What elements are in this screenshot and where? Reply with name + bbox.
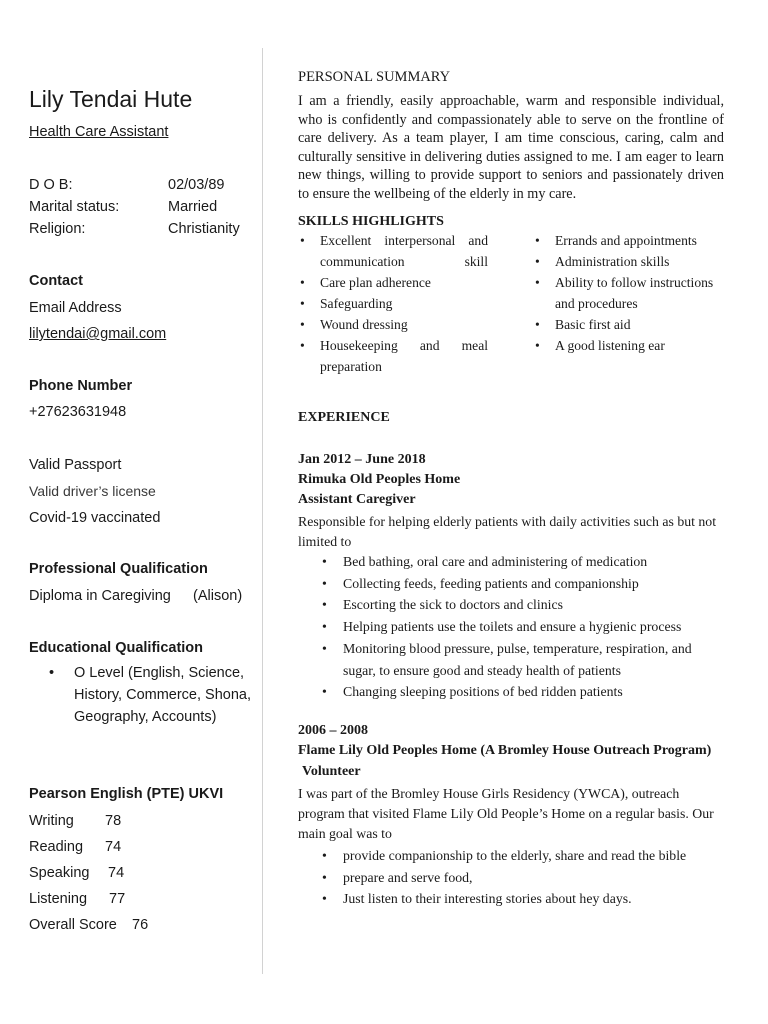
bullet-icon: • (535, 275, 540, 290)
skill-text: Care plan adherence (320, 275, 431, 290)
column-divider (262, 48, 263, 974)
dob-value: 02/03/89 (168, 177, 225, 193)
score-label: Reading (29, 839, 84, 855)
document-drivers-license: Valid driver’s license (29, 483, 156, 499)
skill-text: Errands and appointments (555, 233, 697, 248)
marital-status-value: Married (168, 199, 218, 215)
list-item (298, 616, 724, 638)
bullet-icon: • (300, 233, 305, 248)
summary-text: I am a friendly, easily approachable, warm and responsible individual, who is confidently and compassionately able to serve on the frontline of care delivery. As a team player, I am time conscious, caring, calm and culturally sensitive in delivering duties assigned to me. I am eager to learn new things, willing to provide support to seniors and passionately driven to ensure the wellbeing of the elderly in my care. (298, 93, 724, 202)
marital-status-label: Marital status: (29, 199, 120, 215)
professional-qualification-item: Diploma in Caregiving (29, 588, 171, 604)
list-item (533, 230, 725, 251)
document-covid-vaccination: Covid-19 vaccinated (29, 510, 161, 526)
score-value: 74 (105, 839, 122, 855)
job-1-employer: Rimuka Old Peoples Home (298, 472, 461, 487)
job-1-description: Responsible for helping elderly patients with daily activities such as but not limited to (298, 514, 717, 549)
phone-heading: Phone Number (29, 378, 133, 394)
religion-value: Christianity (168, 221, 240, 237)
score-label: Writing (29, 813, 74, 829)
score-label: Listening (29, 891, 88, 907)
duty-text: Escorting the sick to doctors and clinics (343, 597, 563, 613)
bullet-icon: • (49, 665, 55, 681)
professional-qualification-heading: Professional Qualification (29, 561, 208, 577)
skill-text: Ability to follow instructions and procedures (555, 275, 714, 311)
bullet-icon: • (300, 296, 305, 311)
list-item (298, 594, 724, 616)
list-item (533, 251, 725, 272)
score-row-listening (29, 891, 126, 907)
score-label: Overall Score (29, 917, 117, 933)
bullet-icon: • (535, 233, 540, 248)
list-item (533, 314, 725, 335)
bullet-icon: • (300, 338, 305, 353)
bullet-icon: • (322, 640, 327, 656)
skill-text: Administration skills (555, 254, 670, 269)
job-2-description: I was part of the Bromley House Girls Residency (YWCA), outreach program that visited Flame Lily Old People’s Home on a regular basis. Our main goal was to (298, 786, 714, 841)
score-value: 76 (132, 917, 149, 933)
list-item (298, 230, 488, 272)
duty-text: prepare and serve food, (343, 869, 473, 885)
pte-heading: Pearson English (PTE) UKVI (29, 786, 224, 802)
summary-heading: PERSONAL SUMMARY (298, 69, 451, 85)
list-item (298, 638, 724, 681)
bullet-icon: • (322, 554, 327, 569)
bullet-icon: • (322, 575, 327, 591)
skill-text: Excellent interpersonal and communication skill (320, 233, 488, 269)
bullet-icon: • (322, 597, 327, 613)
bullet-icon: • (535, 317, 540, 332)
score-row-reading (29, 839, 122, 855)
list-item (298, 888, 724, 910)
professional-qualification-provider: (Alison) (193, 588, 243, 604)
duty-text: Changing sleeping positions of bed ridden patients (343, 684, 623, 700)
list-item (298, 293, 488, 314)
education-item-text: O Level (English, Science, History, Commerce, Shona, Geography, Accounts) (74, 665, 252, 725)
email-label: Email Address (29, 300, 122, 316)
skill-text: Safeguarding (320, 296, 393, 311)
duty-text: Helping patients use the toilets and ensure a hygienic process (343, 619, 682, 635)
job-1-period: Jan 2012 – June 2018 (298, 452, 426, 467)
job-title: Health Care Assistant (29, 124, 169, 140)
job-1-role: Assistant Caregiver (298, 492, 416, 507)
document-passport: Valid Passport (29, 457, 122, 473)
job-1-duties (298, 551, 724, 703)
skills-list-right (533, 230, 725, 356)
job-2-duties (298, 845, 724, 910)
list-item (298, 681, 724, 703)
religion-label: Religion: (29, 221, 86, 237)
list-item (298, 314, 488, 335)
score-value: 78 (105, 813, 122, 829)
list-item (533, 272, 725, 314)
candidate-name: Lily Tendai Hute (29, 86, 193, 112)
bullet-icon: • (322, 619, 327, 635)
list-item (298, 551, 724, 573)
phone-number: +27623631948 (29, 404, 127, 420)
educational-qualification-heading: Educational Qualification (29, 640, 204, 656)
duty-text: Bed bathing, oral care and administering of medication (343, 554, 648, 569)
email-link[interactable]: lilytendai@gmail.com (29, 326, 167, 342)
bullet-icon: • (535, 338, 540, 353)
score-value: 74 (108, 865, 125, 881)
score-row-writing (29, 813, 122, 829)
dob-label: D O B: (29, 177, 73, 193)
list-item (298, 845, 724, 867)
list-item (533, 335, 725, 356)
contact-heading: Contact (29, 273, 83, 289)
skills-heading: SKILLS HIGHLIGHTS (298, 214, 444, 229)
skill-text: Basic first aid (555, 317, 631, 332)
skill-text: Wound dressing (320, 317, 408, 332)
bullet-icon: • (322, 684, 327, 700)
bullet-icon: • (300, 275, 305, 290)
list-item (29, 662, 274, 728)
list-item (298, 867, 724, 889)
skill-text: Housekeeping and meal preparation (320, 338, 488, 374)
list-item (298, 573, 724, 595)
bullet-icon: • (300, 317, 305, 332)
job-2-employer: Flame Lily Old Peoples Home (A Bromley House Outreach Program) (298, 743, 712, 758)
duty-text: provide companionship to the elderly, share and read the bible (343, 848, 687, 863)
experience-heading: EXPERIENCE (298, 410, 390, 425)
bullet-icon: • (322, 891, 327, 907)
job-2-period: 2006 – 2008 (298, 723, 368, 738)
list-item (298, 335, 488, 377)
score-label: Speaking (29, 865, 90, 881)
duty-text: Collecting feeds, feeding patients and companionship (343, 575, 639, 591)
score-value: 77 (109, 891, 126, 907)
duty-text: Monitoring blood pressure, pulse, temperature, respiration, and sugar, to ensure good and steady health of patients (343, 640, 692, 678)
skills-list-left (298, 230, 488, 377)
educational-qualification-list (29, 662, 274, 728)
score-row-overall (29, 917, 149, 933)
job-2-role: Volunteer (302, 764, 361, 779)
bullet-icon: • (322, 848, 327, 863)
bullet-icon: • (322, 869, 327, 885)
list-item (298, 272, 488, 293)
bullet-icon: • (535, 254, 540, 269)
score-row-speaking (29, 865, 125, 881)
duty-text: Just listen to their interesting stories about hey days. (343, 891, 632, 907)
skill-text: A good listening ear (555, 338, 665, 353)
